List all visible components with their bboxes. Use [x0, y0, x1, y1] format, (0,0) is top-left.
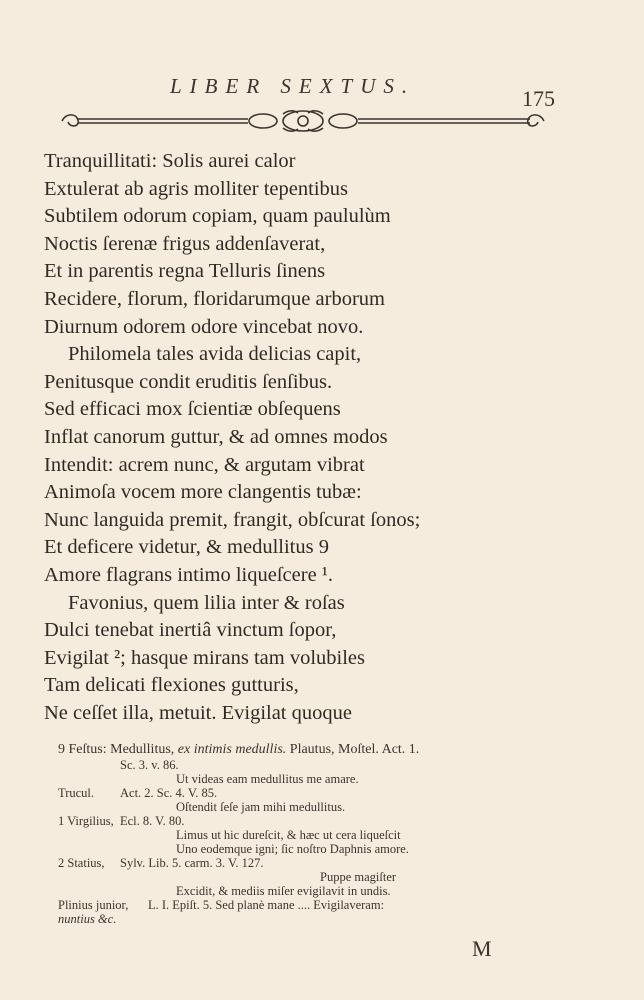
verse-line: Recidere, florum, floridarumque arborum: [44, 287, 385, 310]
verse-line: Intendit: acrem nunc, & argutam vibrat: [44, 453, 365, 476]
footnote-text: [148, 912, 578, 926]
footnote-key: [58, 870, 120, 884]
verse-line: Penitusque condit eruditis ſenſibus.: [44, 370, 333, 393]
footnote-text: Uno eodemque igni; ſic noſtro Daphnis amore.: [176, 842, 409, 856]
verse-line: Favonius, quem lilia inter & roſas: [68, 591, 345, 614]
verse-line: Diurnum odorem odore vincebat novo.: [44, 315, 364, 338]
verse-line: Noctis ſerenæ frigus addenſaverat,: [44, 232, 326, 255]
footnote-text: Ecl. 8. V. 80.: [120, 814, 185, 828]
footnote-line: [58, 842, 578, 856]
verse-line: Ne ceſſet illa, metuit. Evigilat quoque: [44, 701, 352, 724]
signature-mark: M: [472, 936, 492, 961]
footnote-text: Puppe magiſter: [320, 870, 397, 884]
footnote-source: 9 Feſtus: Medullitus,: [58, 742, 175, 757]
footnote-text: Sylv. Lib. 5. carm. 3. V. 127.: [120, 856, 264, 870]
running-head: LIBER SEXTUS.: [170, 74, 416, 98]
verse-line: Philomela tales avida delicias capit,: [68, 343, 362, 366]
footnote-line: [58, 884, 578, 898]
footnote-line: [58, 786, 578, 800]
verse-line: Animoſa vocem more clangentis tubæ:: [44, 481, 362, 504]
verse-line: Amore flagrans intimo liqueſcere ¹.: [44, 563, 334, 586]
footnote-key: [58, 842, 120, 856]
footnote-text: Excidit, & mediis miſer evigilavit in undis.: [176, 884, 391, 898]
footnote-text: L. I. Epiſt. 5. Sed planè mane .... Evigilaveram:: [148, 898, 385, 912]
footnote-key: Plinius junior,: [58, 898, 129, 912]
footnote-line: [58, 758, 578, 772]
poem-verse: [44, 148, 604, 727]
footnote-key: [58, 828, 120, 842]
footnote-text: Ut videas eam medullitus me amare.: [176, 772, 359, 786]
verse-line: Tranquillitati: Solis aurei calor: [44, 150, 296, 172]
footnote-gloss: ex intimis medullis.: [177, 742, 287, 757]
verse-line: Tam delicati flexiones gutturis,: [44, 674, 299, 697]
footnote-9: [58, 742, 578, 758]
footnote-key: [58, 884, 120, 898]
footnote-text: Sc. 3. v. 86.: [120, 758, 179, 772]
verse-line: Et deficere videtur, & medullitus 9: [44, 536, 329, 559]
footnote-key: [58, 800, 120, 814]
footnote-key: [58, 772, 120, 786]
footnote-text: Act. 2. Sc. 4. V. 85.: [120, 786, 218, 800]
footnote-key: 2 Statius,: [58, 856, 105, 870]
verse-line: Extulerat ab agris molliter tepentibus: [44, 177, 348, 200]
verse-line: Dulci tenebat inertiâ vinctum ſopor,: [44, 619, 337, 642]
footnote-line: [58, 870, 578, 884]
footnote-key: [58, 758, 120, 772]
footnote-line: [58, 898, 578, 912]
footnote-line: [58, 772, 578, 786]
verse-line: Evigilat ²; hasque mirans tam volubiles: [44, 646, 365, 669]
footnote-line: [58, 814, 578, 828]
verse-line: Inflat canorum guttur, & ad omnes modos: [44, 425, 388, 448]
footnote-key: Trucul.: [58, 786, 95, 800]
ornament-rule-icon: [58, 108, 548, 134]
footnote-key: 1 Virgilius,: [58, 814, 114, 828]
footnote-line: [58, 912, 578, 926]
page-number: 175: [522, 86, 555, 111]
footnote-line: [58, 828, 578, 842]
verse-line: Subtilem odorum copiam, quam paululùm: [44, 205, 391, 228]
footnote-line: [58, 856, 578, 870]
verse-line: Nunc languida premit, frangit, obſcurat ſonos;: [44, 508, 421, 531]
footnotes: [58, 742, 578, 926]
footnote-line: [58, 800, 578, 814]
footnote-key: nuntius &c.: [58, 912, 117, 926]
verse-line: Et in parentis regna Telluris ſinens: [44, 260, 326, 283]
footnote-text: Oſtendit ſeſe jam mihi medullitus.: [176, 800, 346, 814]
footnote-citation: Plautus, Moſtel. Act. 1.: [289, 742, 420, 757]
footnote-text: Limus ut hic dureſcit, & hæc ut cera liqueſcit: [176, 828, 401, 842]
verse-line: Sed efficaci mox ſcientiæ obſequens: [44, 398, 341, 421]
